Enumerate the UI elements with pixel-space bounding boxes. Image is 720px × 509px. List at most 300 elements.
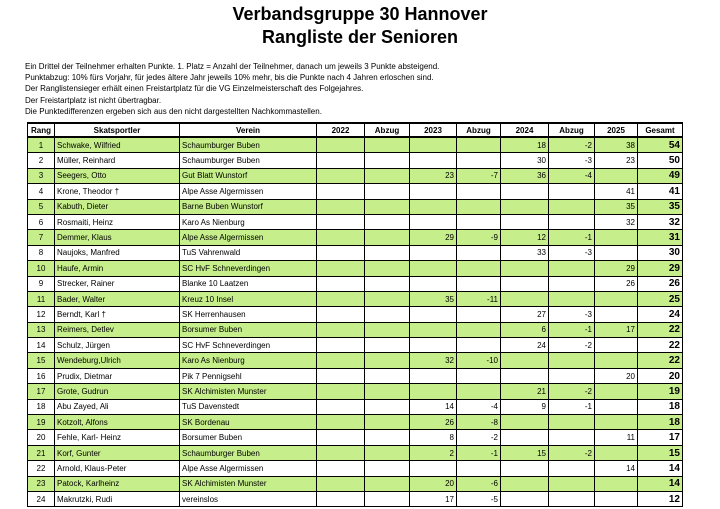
- deduction-2022-cell: [365, 368, 410, 383]
- deduction-2023-cell: -6: [457, 476, 501, 491]
- points-2024-cell: [501, 430, 549, 445]
- deduction-2022-cell: [365, 307, 410, 322]
- points-2025-cell: [595, 476, 638, 491]
- deduction-2024-cell: -2: [549, 445, 595, 460]
- player-name-cell: Strecker, Rainer: [55, 276, 180, 291]
- rank-cell: 8: [28, 245, 55, 260]
- club-cell: Borsumer Buben: [180, 322, 317, 337]
- points-2023-cell: [410, 153, 457, 168]
- deduction-2024-cell: -1: [549, 399, 595, 414]
- club-cell: SK Alchimisten Munster: [180, 476, 317, 491]
- points-2022-cell: [317, 184, 365, 199]
- points-2025-cell: [595, 291, 638, 306]
- club-cell: Gut Blatt Wunstorf: [180, 168, 317, 183]
- deduction-2023-cell: [457, 184, 501, 199]
- deduction-2024-cell: -1: [549, 322, 595, 337]
- points-2025-cell: 38: [595, 137, 638, 153]
- points-2025-cell: [595, 445, 638, 460]
- deduction-2024-cell: [549, 184, 595, 199]
- player-name-cell: Schulz, Jürgen: [55, 338, 180, 353]
- deduction-2024-cell: [549, 353, 595, 368]
- points-2024-cell: [501, 461, 549, 476]
- deduction-2024-cell: [549, 291, 595, 306]
- table-row: [28, 461, 683, 476]
- total-cell: 30: [638, 245, 683, 260]
- rank-cell: 22: [28, 461, 55, 476]
- total-cell: 18: [638, 415, 683, 430]
- points-2022-cell: [317, 399, 365, 414]
- player-name-cell: Krone, Theodor †: [55, 184, 180, 199]
- deduction-2023-cell: [457, 199, 501, 214]
- points-2025-cell: [595, 245, 638, 260]
- deduction-2024-cell: -4: [549, 168, 595, 183]
- points-2023-cell: [410, 261, 457, 276]
- deduction-2022-cell: [365, 276, 410, 291]
- points-2024-cell: 24: [501, 338, 549, 353]
- deduction-2023-cell: -11: [457, 291, 501, 306]
- player-name-cell: Patock, Karlheinz: [55, 476, 180, 491]
- points-2022-cell: [317, 338, 365, 353]
- points-2025-cell: 20: [595, 368, 638, 383]
- deduction-2022-cell: [365, 137, 410, 153]
- table-row: [28, 491, 683, 506]
- deduction-2023-cell: -10: [457, 353, 501, 368]
- club-cell: TuS Davenstedt: [180, 399, 317, 414]
- rank-cell: 6: [28, 214, 55, 229]
- points-2024-cell: [501, 291, 549, 306]
- deduction-2023-cell: -9: [457, 230, 501, 245]
- points-2024-cell: [501, 214, 549, 229]
- page-title: Verbandsgruppe 30 Hannover: [232, 4, 488, 24]
- table-row: [28, 153, 683, 168]
- points-2023-cell: 20: [410, 476, 457, 491]
- player-name-cell: Abu Zayed, Ali: [55, 399, 180, 414]
- column-header: 2024: [501, 123, 549, 137]
- rank-cell: 4: [28, 184, 55, 199]
- points-2025-cell: 14: [595, 461, 638, 476]
- table-row: [28, 230, 683, 245]
- points-2024-cell: [501, 476, 549, 491]
- points-2023-cell: 29: [410, 230, 457, 245]
- rank-cell: 3: [28, 168, 55, 183]
- points-2023-cell: 14: [410, 399, 457, 414]
- points-2022-cell: [317, 415, 365, 430]
- note-line: Der Freistartplatz ist nicht übertragbar.: [25, 95, 162, 105]
- points-2025-cell: 32: [595, 214, 638, 229]
- total-cell: 14: [638, 461, 683, 476]
- player-name-cell: Seegers, Otto: [55, 168, 180, 183]
- points-2024-cell: 18: [501, 137, 549, 153]
- rank-cell: 10: [28, 261, 55, 276]
- deduction-2023-cell: -7: [457, 168, 501, 183]
- points-2022-cell: [317, 445, 365, 460]
- deduction-2022-cell: [365, 153, 410, 168]
- player-name-cell: Wendeburg,Ulrich: [55, 353, 180, 368]
- points-2022-cell: [317, 168, 365, 183]
- points-2023-cell: [410, 338, 457, 353]
- player-name-cell: Prudix, Dietmar: [55, 368, 180, 383]
- player-name-cell: Berndt, Karl †: [55, 307, 180, 322]
- club-cell: SC HvF Schneverdingen: [180, 261, 317, 276]
- points-2022-cell: [317, 199, 365, 214]
- points-2022-cell: [317, 261, 365, 276]
- deduction-2022-cell: [365, 168, 410, 183]
- points-2024-cell: 6: [501, 322, 549, 337]
- table-header-row: [28, 123, 683, 137]
- points-2023-cell: 26: [410, 415, 457, 430]
- total-cell: 50: [638, 153, 683, 168]
- points-2025-cell: [595, 307, 638, 322]
- player-name-cell: Reimers, Detlev: [55, 322, 180, 337]
- club-cell: Schaumburger Buben: [180, 137, 317, 153]
- points-2025-cell: [595, 491, 638, 506]
- deduction-2022-cell: [365, 199, 410, 214]
- points-2022-cell: [317, 430, 365, 445]
- points-2024-cell: 9: [501, 399, 549, 414]
- club-cell: Borsumer Buben: [180, 430, 317, 445]
- points-2024-cell: [501, 199, 549, 214]
- deduction-2024-cell: [549, 368, 595, 383]
- deduction-2022-cell: [365, 291, 410, 306]
- total-cell: 35: [638, 199, 683, 214]
- points-2023-cell: [410, 368, 457, 383]
- points-2024-cell: [501, 261, 549, 276]
- deduction-2024-cell: [549, 491, 595, 506]
- deduction-2023-cell: [457, 322, 501, 337]
- points-2022-cell: [317, 291, 365, 306]
- points-2023-cell: [410, 199, 457, 214]
- table-row: [28, 184, 683, 199]
- table-row: [28, 261, 683, 276]
- deduction-2023-cell: -1: [457, 445, 501, 460]
- total-cell: 25: [638, 291, 683, 306]
- club-cell: Pik 7 Pennigsehl: [180, 368, 317, 383]
- deduction-2022-cell: [365, 491, 410, 506]
- total-cell: 26: [638, 276, 683, 291]
- points-2025-cell: [595, 384, 638, 399]
- rank-cell: 11: [28, 291, 55, 306]
- points-2023-cell: [410, 322, 457, 337]
- club-cell: Schaumburger Buben: [180, 445, 317, 460]
- table-row: [28, 353, 683, 368]
- total-cell: 15: [638, 445, 683, 460]
- points-2025-cell: 23: [595, 153, 638, 168]
- points-2024-cell: [501, 491, 549, 506]
- points-2025-cell: 29: [595, 261, 638, 276]
- points-2023-cell: [410, 214, 457, 229]
- club-cell: SC HvF Schneverdingen: [180, 338, 317, 353]
- points-2025-cell: 41: [595, 184, 638, 199]
- deduction-2023-cell: [457, 245, 501, 260]
- table-row: [28, 199, 683, 214]
- table-row: [28, 415, 683, 430]
- column-header: Skatsportler: [55, 123, 180, 137]
- table-row: [28, 307, 683, 322]
- column-header: 2023: [410, 123, 457, 137]
- rank-cell: 19: [28, 415, 55, 430]
- deduction-2024-cell: -2: [549, 338, 595, 353]
- points-2025-cell: [595, 338, 638, 353]
- player-name-cell: Haufe, Armin: [55, 261, 180, 276]
- note-line: Ein Drittel der Teilnehmer erhalten Punkte. 1. Platz = Anzahl der Teilnehmer, danach um jeweils 3 Punkte absteigend.: [25, 62, 440, 71]
- note-line: Die Punktedifferenzen ergeben sich aus den nicht dargestellten Nachkommastellen.: [25, 106, 322, 116]
- total-cell: 22: [638, 338, 683, 353]
- player-name-cell: Naujoks, Manfred: [55, 245, 180, 260]
- total-cell: 19: [638, 384, 683, 399]
- rank-cell: 18: [28, 399, 55, 414]
- points-2023-cell: 8: [410, 430, 457, 445]
- points-2022-cell: [317, 245, 365, 260]
- deduction-2024-cell: [549, 461, 595, 476]
- deduction-2022-cell: [365, 430, 410, 445]
- points-2022-cell: [317, 230, 365, 245]
- points-2025-cell: [595, 399, 638, 414]
- points-2025-cell: 35: [595, 199, 638, 214]
- points-2022-cell: [317, 137, 365, 153]
- table-row: [28, 338, 683, 353]
- points-2024-cell: 36: [501, 168, 549, 183]
- deduction-2023-cell: [457, 368, 501, 383]
- club-cell: Karo As Nienburg: [180, 353, 317, 368]
- points-2022-cell: [317, 368, 365, 383]
- club-cell: SK Herrenhausen: [180, 307, 317, 322]
- deduction-2022-cell: [365, 184, 410, 199]
- rank-cell: 17: [28, 384, 55, 399]
- rank-cell: 5: [28, 199, 55, 214]
- points-2023-cell: [410, 276, 457, 291]
- points-2022-cell: [317, 322, 365, 337]
- club-cell: Barne Buben Wunstorf: [180, 199, 317, 214]
- deduction-2023-cell: [457, 261, 501, 276]
- rank-cell: 12: [28, 307, 55, 322]
- column-header: Abzug: [365, 123, 410, 137]
- deduction-2023-cell: [457, 307, 501, 322]
- player-name-cell: Rosmaiti, Heinz: [55, 214, 180, 229]
- points-2022-cell: [317, 353, 365, 368]
- deduction-2024-cell: [549, 214, 595, 229]
- notes-block: [25, 61, 439, 117]
- player-name-cell: Kabuth, Dieter: [55, 199, 180, 214]
- rank-cell: 7: [28, 230, 55, 245]
- points-2025-cell: [595, 168, 638, 183]
- points-2025-cell: 11: [595, 430, 638, 445]
- rank-cell: 16: [28, 368, 55, 383]
- table-row: [28, 445, 683, 460]
- rank-cell: 15: [28, 353, 55, 368]
- total-cell: 22: [638, 353, 683, 368]
- total-cell: 49: [638, 168, 683, 183]
- points-2022-cell: [317, 153, 365, 168]
- points-2024-cell: 21: [501, 384, 549, 399]
- table-row: [28, 214, 683, 229]
- total-cell: 32: [638, 214, 683, 229]
- player-name-cell: Müller, Reinhard: [55, 153, 180, 168]
- rank-cell: 24: [28, 491, 55, 506]
- club-cell: Alpe Asse Algermissen: [180, 184, 317, 199]
- player-name-cell: Fehle, Karl- Heinz: [55, 430, 180, 445]
- table-row: [28, 322, 683, 337]
- total-cell: 17: [638, 430, 683, 445]
- total-cell: 20: [638, 368, 683, 383]
- player-name-cell: Kotzolt, Alfons: [55, 415, 180, 430]
- deduction-2022-cell: [365, 353, 410, 368]
- points-2023-cell: 23: [410, 168, 457, 183]
- total-cell: 14: [638, 476, 683, 491]
- ranking-table: [27, 122, 683, 507]
- deduction-2023-cell: [457, 214, 501, 229]
- total-cell: 22: [638, 322, 683, 337]
- deduction-2022-cell: [365, 245, 410, 260]
- points-2025-cell: [595, 353, 638, 368]
- deduction-2024-cell: -3: [549, 153, 595, 168]
- club-cell: TuS Vahrenwald: [180, 245, 317, 260]
- club-cell: Kreuz 10 Insel: [180, 291, 317, 306]
- table-row: [28, 368, 683, 383]
- deduction-2022-cell: [365, 230, 410, 245]
- points-2022-cell: [317, 276, 365, 291]
- points-2024-cell: 30: [501, 153, 549, 168]
- column-header: Abzug: [457, 123, 501, 137]
- column-header: Rang: [28, 123, 55, 137]
- player-name-cell: Korf, Gunter: [55, 445, 180, 460]
- points-2025-cell: [595, 415, 638, 430]
- deduction-2024-cell: [549, 415, 595, 430]
- points-2024-cell: [501, 368, 549, 383]
- rank-cell: 9: [28, 276, 55, 291]
- rank-cell: 14: [28, 338, 55, 353]
- deduction-2022-cell: [365, 261, 410, 276]
- deduction-2022-cell: [365, 338, 410, 353]
- table-body: [28, 137, 683, 507]
- total-cell: 18: [638, 399, 683, 414]
- note-line: Punktabzug: 10% fürs Vorjahr, für jedes ältere Jahr jeweils 10% mehr, bis die Punkte nach 4 Jahren erloschen sind.: [25, 73, 434, 83]
- points-2025-cell: 26: [595, 276, 638, 291]
- deduction-2024-cell: -3: [549, 307, 595, 322]
- points-2023-cell: 17: [410, 491, 457, 506]
- table-row: [28, 399, 683, 414]
- points-2024-cell: 27: [501, 307, 549, 322]
- note-line: Der Ranglistensieger erhält einen Freistartplatz für die VG Einzelmeisterschaft des Folgejahres.: [25, 84, 364, 94]
- deduction-2022-cell: [365, 461, 410, 476]
- points-2024-cell: 12: [501, 230, 549, 245]
- rank-cell: 2: [28, 153, 55, 168]
- deduction-2024-cell: -2: [549, 137, 595, 153]
- club-cell: SK Bordenau: [180, 415, 317, 430]
- deduction-2024-cell: -2: [549, 384, 595, 399]
- deduction-2023-cell: -8: [457, 415, 501, 430]
- table-row: [28, 430, 683, 445]
- total-cell: 12: [638, 491, 683, 506]
- deduction-2024-cell: -1: [549, 230, 595, 245]
- club-cell: vereinslos: [180, 491, 317, 506]
- points-2025-cell: 17: [595, 322, 638, 337]
- rank-cell: 1: [28, 137, 55, 153]
- deduction-2022-cell: [365, 399, 410, 414]
- player-name-cell: Makrutzki, Rudi: [55, 491, 180, 506]
- page-subtitle: Rangliste der Senioren: [261, 27, 459, 47]
- player-name-cell: Schwake, Wilfried: [55, 137, 180, 153]
- deduction-2022-cell: [365, 214, 410, 229]
- points-2023-cell: [410, 137, 457, 153]
- points-2024-cell: [501, 415, 549, 430]
- total-cell: 24: [638, 307, 683, 322]
- rank-cell: 21: [28, 445, 55, 460]
- rank-cell: 20: [28, 430, 55, 445]
- deduction-2023-cell: [457, 153, 501, 168]
- points-2022-cell: [317, 461, 365, 476]
- table-row: [28, 291, 683, 306]
- deduction-2024-cell: [549, 261, 595, 276]
- points-2023-cell: [410, 307, 457, 322]
- club-cell: Alpe Asse Algermissen: [180, 230, 317, 245]
- table-row: [28, 245, 683, 260]
- points-2023-cell: [410, 461, 457, 476]
- points-2022-cell: [317, 307, 365, 322]
- points-2022-cell: [317, 491, 365, 506]
- points-2024-cell: 33: [501, 245, 549, 260]
- deduction-2023-cell: [457, 461, 501, 476]
- points-2025-cell: [595, 230, 638, 245]
- points-2023-cell: [410, 184, 457, 199]
- table-row: [28, 384, 683, 399]
- total-cell: 31: [638, 230, 683, 245]
- deduction-2024-cell: [549, 276, 595, 291]
- player-name-cell: Grote, Gudrun: [55, 384, 180, 399]
- rank-cell: 13: [28, 322, 55, 337]
- points-2024-cell: [501, 353, 549, 368]
- deduction-2022-cell: [365, 384, 410, 399]
- player-name-cell: Bader, Walter: [55, 291, 180, 306]
- table-row: [28, 168, 683, 183]
- deduction-2022-cell: [365, 476, 410, 491]
- column-header: 2022: [317, 123, 365, 137]
- points-2023-cell: [410, 384, 457, 399]
- points-2023-cell: 35: [410, 291, 457, 306]
- deduction-2023-cell: -5: [457, 491, 501, 506]
- deduction-2024-cell: -3: [549, 245, 595, 260]
- deduction-2024-cell: [549, 476, 595, 491]
- total-cell: 54: [638, 137, 683, 153]
- column-header: Verein: [180, 123, 317, 137]
- points-2023-cell: 32: [410, 353, 457, 368]
- player-name-cell: Demmer, Klaus: [55, 230, 180, 245]
- club-cell: SK Alchimisten Munster: [180, 384, 317, 399]
- deduction-2024-cell: [549, 199, 595, 214]
- deduction-2023-cell: [457, 276, 501, 291]
- table-row: [28, 276, 683, 291]
- deduction-2023-cell: -4: [457, 399, 501, 414]
- player-name-cell: Arnold, Klaus-Peter: [55, 461, 180, 476]
- points-2023-cell: [410, 245, 457, 260]
- column-header: 2025: [595, 123, 638, 137]
- points-2024-cell: [501, 184, 549, 199]
- club-cell: Karo As Nienburg: [180, 214, 317, 229]
- column-header: Abzug: [549, 123, 595, 137]
- club-cell: Schaumburger Buben: [180, 153, 317, 168]
- points-2022-cell: [317, 214, 365, 229]
- deduction-2023-cell: [457, 338, 501, 353]
- deduction-2022-cell: [365, 415, 410, 430]
- points-2024-cell: [501, 276, 549, 291]
- deduction-2022-cell: [365, 322, 410, 337]
- total-cell: 41: [638, 184, 683, 199]
- rank-cell: 23: [28, 476, 55, 491]
- points-2023-cell: 2: [410, 445, 457, 460]
- table-row: [28, 476, 683, 491]
- points-2022-cell: [317, 476, 365, 491]
- deduction-2023-cell: [457, 384, 501, 399]
- points-2024-cell: 15: [501, 445, 549, 460]
